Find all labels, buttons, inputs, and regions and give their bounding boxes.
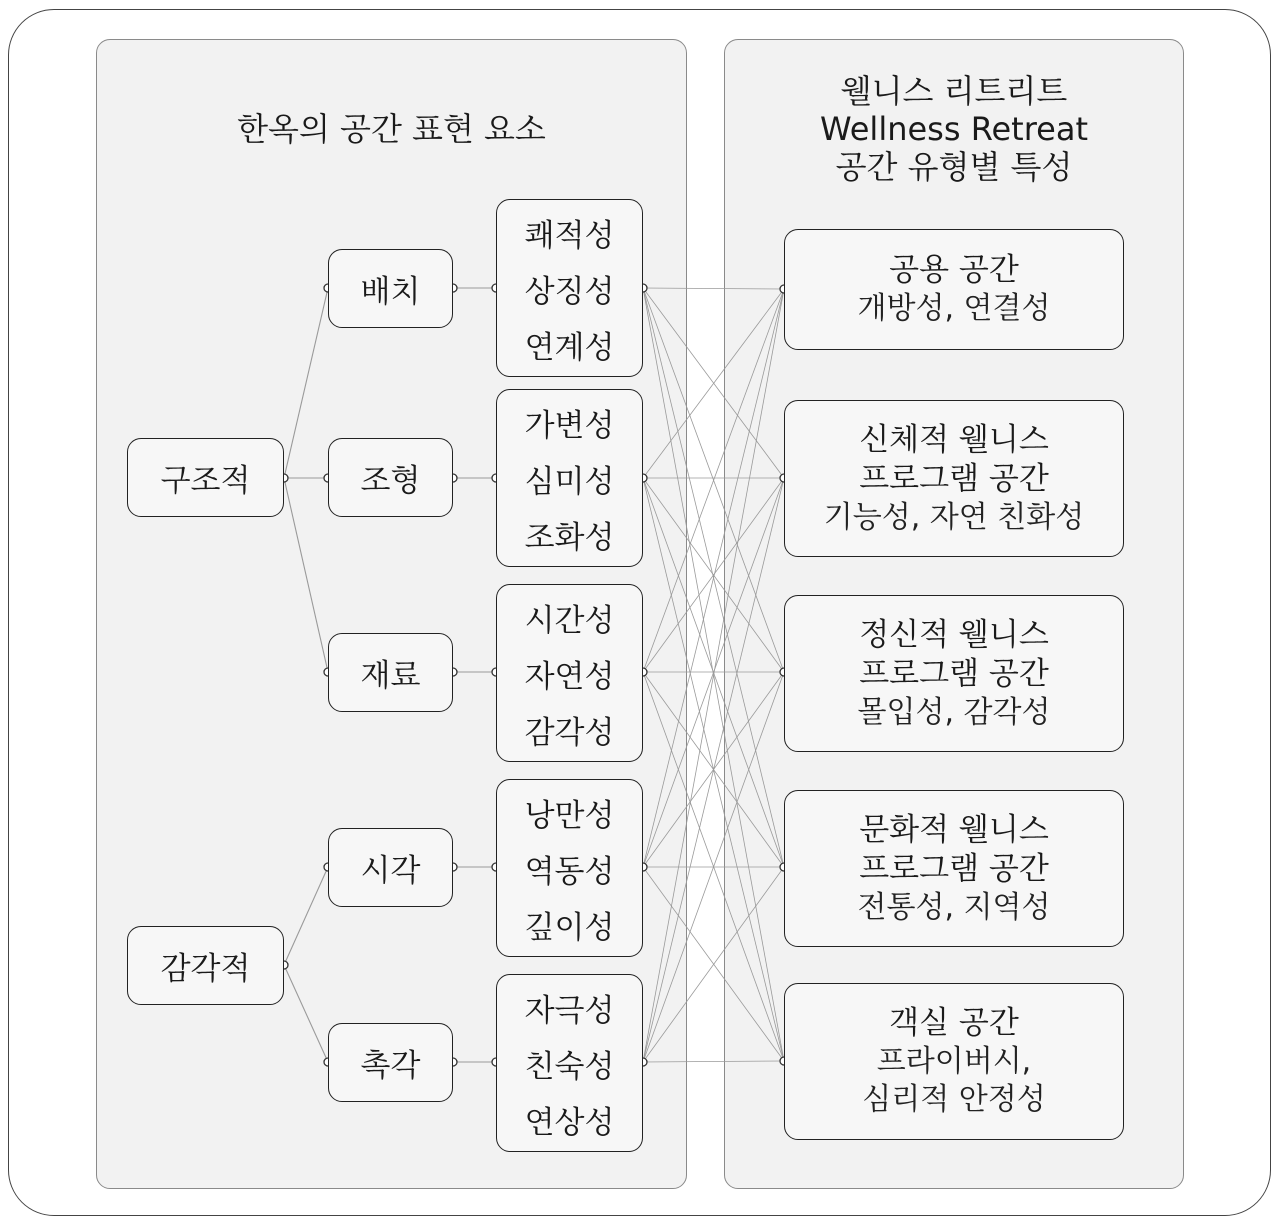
space-type-title: 문화적 웰니스 — [859, 811, 1049, 848]
element-layout: 배치 — [328, 249, 453, 328]
space-type-title: 객실 공간 — [889, 1005, 1019, 1041]
attribute-item: 자연성 — [524, 658, 615, 695]
element-visual: 시각 — [328, 828, 453, 907]
space-type-title: 공용 공간 — [889, 252, 1019, 288]
attribute-space-link — [643, 288, 784, 289]
element-form: 조형 — [328, 438, 453, 517]
space-type-traits: 개방성, 연결성 — [857, 291, 1051, 326]
space-type-cultural — [784, 790, 1124, 947]
attributes-visual — [496, 779, 643, 957]
right-title-line-2: Wellness Retreat — [819, 110, 1089, 148]
space-type-title: 정신적 웰니스 — [859, 616, 1049, 653]
category-sensory: 감각적 — [127, 926, 284, 1005]
attribute-item: 시간성 — [524, 602, 615, 639]
attribute-item: 연계성 — [524, 329, 615, 366]
left-panel-title: 한옥의 공간 표현 요소 — [237, 110, 546, 148]
attributes-material — [496, 584, 643, 762]
attribute-item: 자극성 — [524, 992, 615, 1029]
category-element-link — [284, 867, 328, 965]
space-type-physical — [784, 400, 1124, 557]
right-title-line-3: 공간 유형별 특성 — [835, 148, 1073, 186]
category-structural: 구조적 — [127, 438, 284, 517]
attribute-item: 친숙성 — [524, 1048, 615, 1085]
space-type-title: 프로그램 공간 — [859, 460, 1049, 497]
attribute-item: 감각성 — [524, 714, 615, 751]
attribute-item: 역동성 — [524, 853, 615, 890]
space-type-guestroom — [784, 983, 1124, 1140]
attributes-layout — [496, 199, 643, 377]
attribute-item: 상징성 — [524, 273, 615, 310]
space-type-traits: 프라이버시, — [876, 1044, 1032, 1079]
space-type-title: 프로그램 공간 — [859, 850, 1049, 887]
attribute-item: 조화성 — [524, 519, 615, 556]
attributes-tactile — [496, 974, 643, 1152]
right-panel-title — [724, 72, 1184, 186]
attribute-item: 가변성 — [524, 407, 615, 444]
space-type-title: 신체적 웰니스 — [859, 421, 1049, 458]
element-material: 재료 — [328, 633, 453, 712]
space-type-traits: 기능성, 자연 친화성 — [823, 499, 1085, 535]
space-type-traits: 몰입성, 감각성 — [857, 694, 1051, 730]
space-type-common — [784, 229, 1124, 350]
attribute-item: 쾌적성 — [524, 217, 615, 254]
space-type-traits: 심리적 안정성 — [862, 1082, 1046, 1117]
right-title-line-1: 웰니스 리트리트 — [840, 72, 1068, 110]
category-element-link — [284, 965, 328, 1062]
category-element-link — [284, 288, 328, 478]
attribute-item: 심미성 — [524, 463, 615, 500]
attribute-item: 연상성 — [524, 1104, 615, 1141]
element-tactile: 촉각 — [328, 1023, 453, 1102]
attribute-item: 깊이성 — [524, 909, 615, 946]
space-type-title: 프로그램 공간 — [859, 655, 1049, 692]
space-type-traits: 전통성, 지역성 — [857, 889, 1051, 925]
space-type-mental — [784, 595, 1124, 752]
attributes-form — [496, 389, 643, 567]
attribute-space-link — [643, 1061, 784, 1062]
category-element-link — [284, 478, 328, 672]
attribute-item: 낭만성 — [524, 797, 615, 834]
